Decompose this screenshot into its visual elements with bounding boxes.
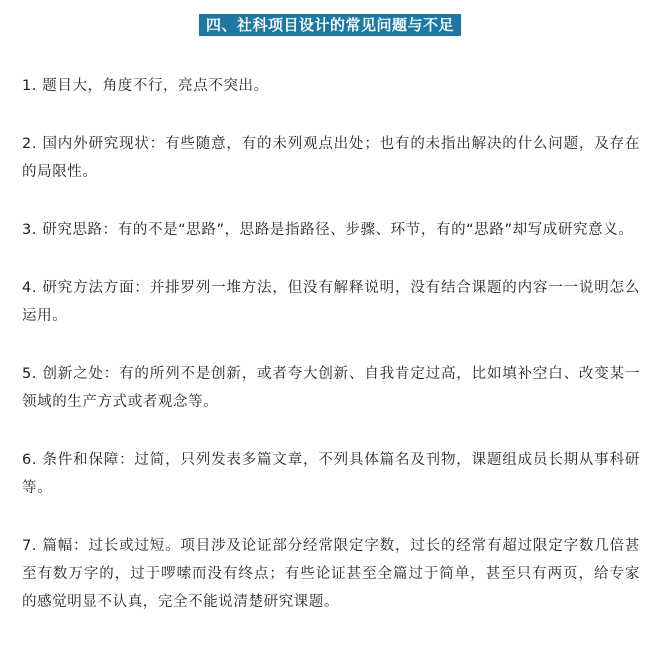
list-item-7: 7. 篇幅：过长或过短。项目涉及论证部分经常限定字数，过长的经常有超过限定字数几倍甚至有数万字的，过于啰嗦而没有终点；有些论证甚至全篇过于简单，甚至只有两页，给专家的感觉明显不认真，完全不能说清楚研究课题。 xyxy=(22,538,640,610)
list-item-6: 6. 条件和保障：过简，只列发表多篇文章，不列具体篇名及刊物，课题组成员长期从事科研等。 xyxy=(22,452,640,496)
section-title: 四、社科项目设计的常见问题与不足 xyxy=(199,14,461,36)
list-item-5: 5. 创新之处：有的所列不是创新，或者夸大创新、自我肯定过高，比如填补空白、改变某一领域的生产方式或者观念等。 xyxy=(22,366,640,410)
list-item-1: 1. 题目大，角度不行，亮点不突出。 xyxy=(22,78,269,94)
problem-list xyxy=(22,72,640,646)
list-item-3: 3. 研究思路：有的不是“思路”，思路是指路径、步骤、环节，有的“思路”却写成研究意义。 xyxy=(22,222,634,238)
list-item-4: 4. 研究方法方面：并排罗列一堆方法，但没有解释说明，没有结合课题的内容一一说明怎么运用。 xyxy=(22,280,640,324)
section-title-container xyxy=(0,14,660,36)
list-item-2: 2. 国内外研究现状：有些随意，有的未列观点出处；也有的未指出解决的什么问题，及存在的局限性。 xyxy=(22,136,640,180)
